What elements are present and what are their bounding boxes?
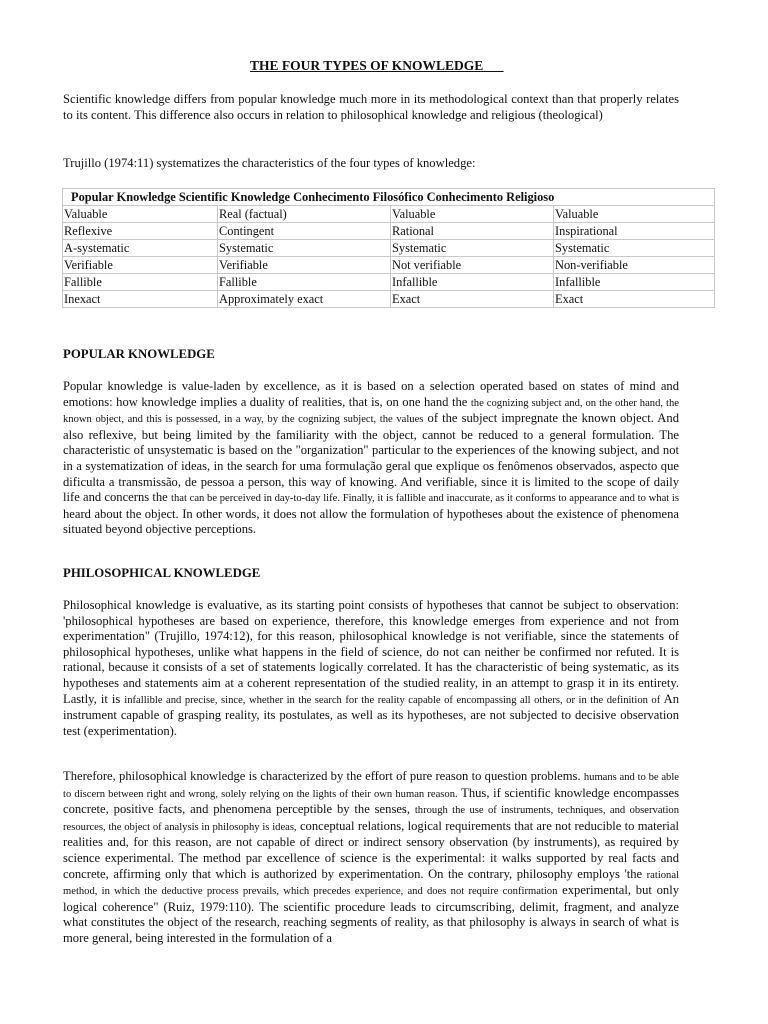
table-cell: Systematic: [554, 240, 715, 257]
table-cell: Contingent: [218, 223, 391, 240]
table-row: [63, 223, 715, 240]
table-cell: Inexact: [63, 291, 218, 308]
popular-heading: POPULAR KNOWLEDGE: [63, 347, 215, 361]
philosophical-paragraph-1: [63, 598, 679, 739]
popular-paragraph: [63, 379, 679, 538]
document-title: THE FOUR TYPES OF KNOWLEDGE: [250, 58, 484, 73]
table-cell: Valuable: [391, 206, 554, 223]
popular-text-3: heard about the object. In other words, it does not allow the formulation of hypotheses about the existence of phenomena situated beyond objective perceptions.: [63, 506, 679, 537]
table-header-row: [63, 189, 715, 206]
table-row: [63, 274, 715, 291]
table-cell: Verifiable: [218, 257, 391, 274]
philosophical-text-small-2a: humans and to be able to discern between right and wrong, solely relying on the lights of their own human reason.: [63, 772, 679, 800]
table-cell: Rational: [391, 223, 554, 240]
table-cell: Reflexive: [63, 223, 218, 240]
table-cell: A-systematic: [63, 240, 218, 257]
table-header: Popular Knowledge Scientific Knowledge Conhecimento Filosófico Conhecimento Religioso: [63, 189, 715, 206]
table-cell: Fallible: [63, 274, 218, 291]
philosophical-text-small-2b: through the use of instruments, techniques, and observation resources, the object of analysis in philosophy is ideas,: [63, 805, 680, 833]
philosophical-text-small-1: infallible and precise, since, whether in the search for the reality capable of encompassing all others, or in the definition of: [124, 694, 661, 706]
philosophical-heading: PHILOSOPHICAL KNOWLEDGE: [63, 566, 261, 580]
table-cell: Systematic: [391, 240, 554, 257]
table-cell: Infallible: [554, 274, 715, 291]
popular-text-small-2: that can be perceived in day-to-day life. Finally, it is fallible and inaccurate, as it conforms to appearance and to what is: [171, 493, 679, 505]
table-cell: Systematic: [218, 240, 391, 257]
table-cell: Infallible: [391, 274, 554, 291]
table-row: [63, 291, 715, 308]
philosophical-text-1: Philosophical knowledge is evaluative, as its starting point consists of hypotheses that cannot be subject to observation: 'philosophical hypotheses are based on experience, therefore, this knowledge emerges from experience and not from experimentation" (Trujillo, 1974:12), for this reason, philosophical knowledge is not verifiable, since the statements of philosophical hypotheses, unlike what happens in the field of science, do not can neither be confirmed nor refuted. It is rational, because it consists of a set of statements logically correlated. It has the characteristic of being systematic, as its hypotheses and statements aim at a coherent representation of the studied reality, in an attempt to grasp it in its entirety. Lastly, it is: [63, 598, 679, 706]
table-cell: Valuable: [554, 206, 715, 223]
popular-text-small-1: the cognizing subject and, on the other hand, the known object, and this is possessed, in a way, by the cognizing subject, the values: [63, 397, 679, 426]
table-cell: Inspirational: [554, 223, 715, 240]
philosophical-text-2a: Therefore, philosophical knowledge is characterized by the effort of pure reason to question problems.: [63, 769, 581, 783]
philosophical-text-2b: Thus, if scientific knowledge encompasses concrete, positive facts, and phenomena perceptible by the senses,: [63, 785, 679, 817]
table-cell: Verifiable: [63, 257, 218, 274]
popular-text-1: Popular knowledge is value-laden by excellence, as it is based on a selection operated based on states of mind and emotions: how knowledge implies a duality of realities, that is, on one hand the: [63, 379, 679, 409]
popular-text-2: of the subject impregnate the known object. And also reflexive, but being limited by the familiarity with the object, cannot be reduced to a general formulation. The characteristic of unsystematic is based on the "organization" particular to the experiences of the knowing subject, and not in a systematization of ideas, in the search for uma formulação geral que explique os fenômenos observados, aspecto que dificulta a transmissão, de pessoa a person, this way of knowing. And verifiable, since it is limited to the scope of daily life and concerns the: [63, 411, 679, 505]
table-cell: Non-verifiable: [554, 257, 715, 274]
table-cell: Valuable: [63, 206, 218, 223]
table-row: [63, 240, 715, 257]
table-cell: Exact: [554, 291, 715, 308]
philosophical-text-2d: experimental, but only logical coherence" (Ruiz, 1979:110). The scientific procedure leads to circumscribing, delimit, fragment, and analyze what constitutes the object of the research, reaching segments of reality, as that philosophy is always in search of what is more general, being interested in the formulation of a: [63, 883, 679, 945]
philosophical-text-small-2c: rational method, in which the deductive process prevails, which precedes experience, and does not require confirmation: [63, 869, 679, 898]
intro-paragraph: Scientific knowledge differs from popular knowledge much more in its methodological context than that properly relates to its content. This difference also occurs in relation to philosophical knowledge and religious (theological): [63, 92, 679, 122]
trujillo-paragraph: Trujillo (1974:11) systematizes the characteristics of the four types of knowledge:: [63, 156, 476, 170]
philosophical-paragraph-2: [63, 769, 679, 947]
table-cell: Approximately exact: [218, 291, 391, 308]
table-row: [63, 206, 715, 223]
knowledge-table: [62, 188, 715, 308]
table-cell: Not verifiable: [391, 257, 554, 274]
table-cell: Fallible: [218, 274, 391, 291]
table-cell: Exact: [391, 291, 554, 308]
table-row: [63, 257, 715, 274]
table-cell: Real (factual): [218, 206, 391, 223]
philosophical-text-2c: conceptual relations, logical requirements that are not reducible to material realities and, for this reason, are not capable of direct or indirect sensory observation (by instruments), as required by science experimental. The method par excellence of science is the experimental: it walks supported by real facts and concrete, affirming only that which is authorized by experimentation. On the contrary, philosophy employs 'the: [63, 818, 679, 881]
philosophical-text-1-end: An instrument capable of grasping reality, its postulates, as well as its hypotheses, are not subjected to decisive observation test (experimentation).: [63, 691, 679, 738]
